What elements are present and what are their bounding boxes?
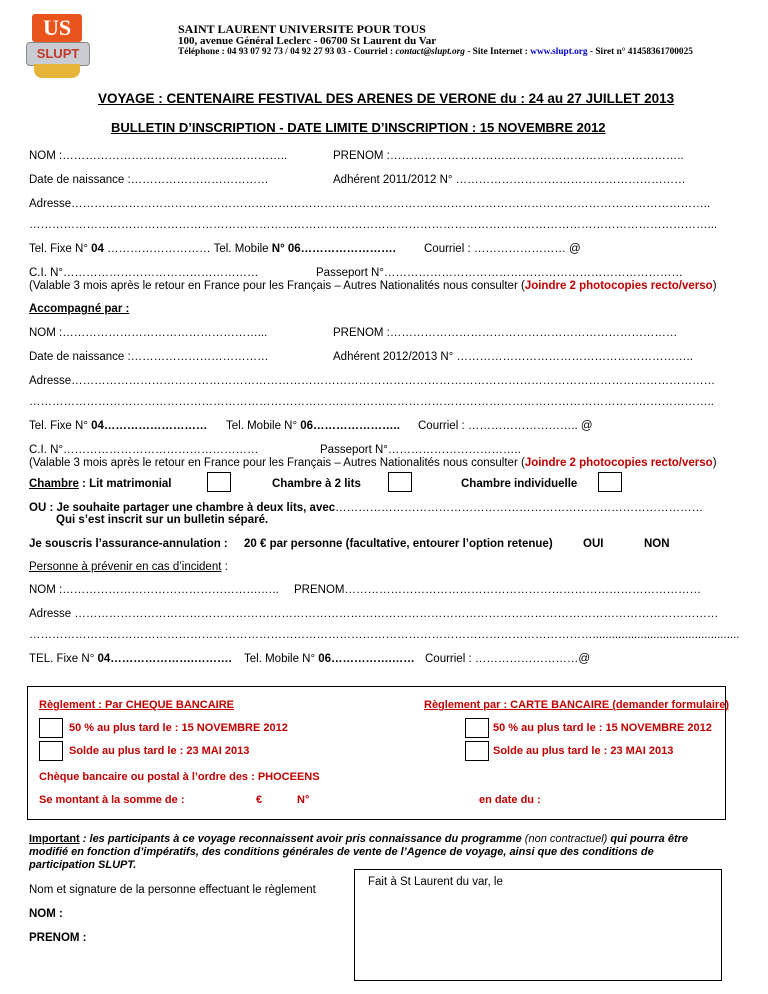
cheque-50-label: 50 % au plus tard le : 15 NOVEMBRE 2012 <box>69 722 288 734</box>
chambre-matrimonial-checkbox[interactable] <box>207 472 231 492</box>
participant-telephones[interactable]: Tel. Fixe N° 04 ……………………… Tel. Mobile N° 06……………………. <box>29 243 396 255</box>
important-line-3: participation SLUPT. <box>29 859 137 871</box>
carte-solde-label: Solde au plus tard le : 23 MAI 2013 <box>493 745 674 757</box>
prevenir-courriel[interactable]: Courriel : ………………………@ <box>425 653 591 665</box>
carte-solde-checkbox[interactable] <box>465 741 489 761</box>
accompagne-heading: Accompagné par : <box>29 303 130 315</box>
chambre-individuelle-checkbox[interactable] <box>598 472 622 492</box>
prevenir-prenom[interactable]: PRENOM………………………………………………………………………………… <box>294 584 701 596</box>
signature-fait: Fait à St Laurent du var, le <box>368 876 503 888</box>
important-line-2: modifié en fonction d’impératifs, des conditions générales de vente de l’Agence de voyage, ainsi que des conditions de <box>29 846 654 858</box>
participant-adresse-2[interactable]: ……………………………………………………………………………………………………………………………………………………………... <box>29 219 718 231</box>
reglement-ordre: Chèque bancaire ou postal à l’ordre des : PHOCEENS <box>39 771 320 783</box>
assurance-oui[interactable]: OUI <box>583 538 604 550</box>
accompagne-passeport[interactable]: Passeport N°…………………………….. <box>320 444 521 456</box>
accompagne-valable-note: (Valable 3 mois après le retour en France pour les Français – Autres Nationalités nous consulter (Joindre 2 photocopies recto/verso) <box>29 457 717 469</box>
reglement-date[interactable]: en date du : <box>479 794 541 806</box>
assurance-detail: 20 € par personne (facultative, entourer l’option retenue) <box>244 538 553 550</box>
participant-passeport[interactable]: Passeport N°…………………………………………………………………… <box>316 267 683 279</box>
carte-50-label: 50 % au plus tard le : 15 NOVEMBRE 2012 <box>493 722 712 734</box>
participant-courriel[interactable]: Courriel : …………………… @ <box>424 243 581 255</box>
participant-valable-note: (Valable 3 mois après le retour en France pour les Français – Autres Nationalités nous consulter (Joindre 2 photocopies recto/verso) <box>29 280 717 292</box>
chambre-deux-lits-checkbox[interactable] <box>388 472 412 492</box>
chambre-label: Chambre : Lit matrimonial <box>29 478 172 490</box>
accompagne-naissance[interactable]: Date de naissance :……………………………… <box>29 351 269 363</box>
chambre-deux-lits-label: Chambre à 2 lits <box>272 478 361 490</box>
cheque-50-checkbox[interactable] <box>39 718 63 738</box>
accompagne-ci[interactable]: C.I. N°…………………………………………… <box>29 444 259 456</box>
participant-adherent[interactable]: Adhérent 2011/2012 N° …………………………………………………… <box>333 174 686 186</box>
org-address: 100, avenue Général Leclerc - 06700 St Laurent du Var <box>178 35 437 47</box>
prevenir-tel-mobile[interactable]: Tel. Mobile N° 06…………….…… <box>244 653 415 665</box>
org-website-link[interactable]: www.slupt.org <box>530 47 588 57</box>
accompagne-adherent[interactable]: Adhérent 2012/2013 N° …………………………………………………….. <box>333 351 693 363</box>
signature-nom[interactable]: NOM : <box>29 908 63 920</box>
accompagne-prenom[interactable]: PRENOM :………………………………………………………………… <box>333 327 678 339</box>
accompagne-adresse[interactable]: Adresse…………………………………………………………………………………………………………………………………………………… <box>29 375 716 387</box>
participant-ci[interactable]: C.I. N°…………………………………………… <box>29 267 259 279</box>
reglement-montant[interactable]: Se montant à la somme de : <box>39 794 185 806</box>
assurance-non[interactable]: NON <box>644 538 670 550</box>
chambre-individuelle-label: Chambre individuelle <box>461 478 578 490</box>
accompagne-tel-mobile[interactable]: Tel. Mobile N° 06………………….. <box>226 420 400 432</box>
accompagne-courriel[interactable]: Courriel : ……………………….. @ <box>418 420 593 432</box>
cheque-solde-checkbox[interactable] <box>39 741 63 761</box>
participant-prenom[interactable]: PRENOM :………………………………………………………………….. <box>333 150 684 162</box>
participant-adresse[interactable]: Adresse………………………………………………………………………………………………………………………………………………….. <box>29 198 711 210</box>
slupt-logo <box>26 14 88 80</box>
prevenir-tel-fixe[interactable]: TEL. Fixe N° 04………………….………. <box>29 653 232 665</box>
accompagne-tel-fixe[interactable]: Tel. Fixe N° 04……………………… <box>29 420 208 432</box>
assurance-label: Je souscris l’assurance-annulation : <box>29 538 228 550</box>
prevenir-nom[interactable]: NOM :…………………………………………….….. <box>29 584 279 596</box>
prevenir-heading: Personne à prévenir en cas d’incident : <box>29 561 228 573</box>
signature-label: Nom et signature de la personne effectuant le règlement <box>29 884 316 896</box>
logo-mid: SLUPT <box>26 42 90 66</box>
reglement-euro: € <box>256 794 263 806</box>
org-email[interactable]: contact@slupt.org <box>395 47 465 57</box>
accompagne-adresse-2[interactable]: …………………………………………………………………………………………………………………………………………………………….. <box>29 396 714 408</box>
prevenir-adresse[interactable]: Adresse …………………………………………………………………………………………………………………………………………………… <box>29 608 719 620</box>
carte-50-checkbox[interactable] <box>465 718 489 738</box>
accompagne-nom[interactable]: NOM :……………………………………………... <box>29 327 268 339</box>
reglement-cheque-heading: Règlement : Par CHEQUE BANCAIRE <box>39 699 234 711</box>
prevenir-adresse-2[interactable]: ………………………………………………………………………………………………………………………………….............................................. <box>29 629 740 641</box>
logo-top: US <box>32 14 82 42</box>
page-title: VOYAGE : CENTENAIRE FESTIVAL DES ARENES DE VERONE du : 24 au 27 JUILLET 2013 <box>98 91 675 106</box>
participant-nom[interactable]: NOM :………………………………………………….. <box>29 150 288 162</box>
chambre-partager-note: Qui s’est inscrit sur un bulletin séparé. <box>56 514 269 526</box>
org-contact: Téléphone : 04 93 07 92 73 / 04 92 27 93 03 - Courriel : contact@slupt.org - Site Internet : www.slupt.org - Siret n° 41458361700025 <box>178 47 693 57</box>
participant-naissance[interactable]: Date de naissance :……………………………… <box>29 174 269 186</box>
page-subtitle: BULLETIN D’INSCRIPTION - DATE LIMITE D’INSCRIPTION : 15 NOVEMBRE 2012 <box>111 120 606 135</box>
chambre-partager[interactable]: OU : Je souhaite partager une chambre à deux lits, avec…………………………………………………………………………………… <box>29 502 704 514</box>
logo-base <box>34 64 80 78</box>
cheque-solde-label: Solde au plus tard le : 23 MAI 2013 <box>69 745 250 757</box>
org-name: SAINT LAURENT UNIVERSITE POUR TOUS <box>178 22 426 36</box>
reglement-carte-heading: Règlement par : CARTE BANCAIRE (demander formulaire) <box>424 699 729 711</box>
important-line-1: Important : les participants à ce voyage reconnaissent avoir pris connaissance du programme (non contractuel) qui pourra être <box>29 833 689 845</box>
reglement-numero[interactable]: N° <box>297 794 310 806</box>
signature-prenom[interactable]: PRENOM : <box>29 932 87 944</box>
